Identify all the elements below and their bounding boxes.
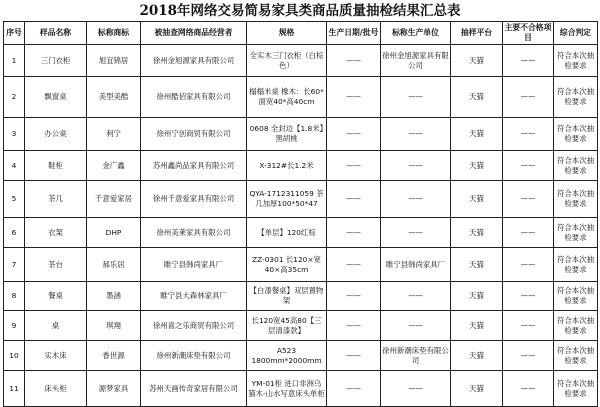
table-row bbox=[4, 371, 598, 407]
cell-platform: 天猫 bbox=[451, 77, 503, 118]
cell-batch: —— bbox=[327, 181, 381, 218]
cell-maker: —— bbox=[381, 118, 451, 151]
cell-spec: 长120宽45高80【三层清漆款】 bbox=[247, 311, 327, 341]
cell-conclusion: 符合本次抽检要求 bbox=[554, 311, 598, 341]
cell-seller: 徐州宁创商贸有限公司 bbox=[141, 118, 247, 151]
cell-no: 6 bbox=[4, 218, 25, 248]
cell-batch: —— bbox=[327, 218, 381, 248]
cell-seller: 苏州鑫尚品家具有限公司 bbox=[141, 151, 247, 181]
cell-spec: X-312#长1.2米 bbox=[247, 151, 327, 181]
cell-spec: 榻榻米桌 橡木：长60*面宽40*高40cm bbox=[247, 77, 327, 118]
header-conclusion: 综合判定 bbox=[554, 22, 598, 45]
cell-product: 三门衣柜 bbox=[25, 45, 87, 77]
cell-defect: —— bbox=[503, 218, 554, 248]
cell-seller: 徐州新潮床垫有限公司 bbox=[141, 341, 247, 371]
table-row bbox=[4, 248, 598, 282]
cell-seller: 徐州美莱家具有限公司 bbox=[141, 218, 247, 248]
cell-platform: 天猫 bbox=[451, 181, 503, 218]
cell-defect: —— bbox=[503, 371, 554, 407]
header-brand: 标称商标 bbox=[87, 22, 141, 45]
cell-maker: 睢宁县韩尚家具厂 bbox=[381, 248, 451, 282]
table-row bbox=[4, 77, 598, 118]
cell-brand: DHP bbox=[87, 218, 141, 248]
page-title: 2018年网络交易简易家具类商品质量抽检结果汇总表 bbox=[139, 3, 461, 19]
cell-seller: 苏州天画传奇家居有限公司 bbox=[141, 371, 247, 407]
cell-defect: —— bbox=[503, 45, 554, 77]
cell-defect: —— bbox=[503, 77, 554, 118]
cell-spec: QYA-1712311059 茶几加厚100*50*47 bbox=[247, 181, 327, 218]
cell-brand: 金广鑫 bbox=[87, 151, 141, 181]
cell-product: 鞋柜 bbox=[25, 151, 87, 181]
cell-brand: 源梦家具 bbox=[87, 371, 141, 407]
cell-platform: 天猫 bbox=[451, 248, 503, 282]
cell-conclusion: 符合本次抽检要求 bbox=[554, 371, 598, 407]
cell-seller: 睢宁县韩尚家具厂 bbox=[141, 248, 247, 282]
cell-platform: 天猫 bbox=[451, 118, 503, 151]
cell-product: 桌 bbox=[25, 311, 87, 341]
cell-seller: 徐州千意爱家具有限公司 bbox=[141, 181, 247, 218]
cell-batch: —— bbox=[327, 151, 381, 181]
cell-batch: —— bbox=[327, 248, 381, 282]
cell-product: 实木床 bbox=[25, 341, 87, 371]
cell-product: 餐桌 bbox=[25, 282, 87, 311]
cell-maker: —— bbox=[381, 218, 451, 248]
results-table bbox=[3, 21, 598, 407]
table-row bbox=[4, 181, 598, 218]
cell-platform: 天猫 bbox=[451, 311, 503, 341]
cell-no: 2 bbox=[4, 77, 25, 118]
cell-defect: —— bbox=[503, 181, 554, 218]
cell-product: 飘窗桌 bbox=[25, 77, 87, 118]
cell-maker: 徐州金旭源家具有限公司 bbox=[381, 45, 451, 77]
cell-product: 衣架 bbox=[25, 218, 87, 248]
header-seller: 被抽查网络商品经营者 bbox=[141, 22, 247, 45]
cell-conclusion: 符合本次抽检要求 bbox=[554, 341, 598, 371]
cell-conclusion: 符合本次抽检要求 bbox=[554, 151, 598, 181]
cell-maker: —— bbox=[381, 371, 451, 407]
cell-seller: 徐州酷佰家具有限公司 bbox=[141, 77, 247, 118]
cell-brand: 千意爱家居 bbox=[87, 181, 141, 218]
cell-product: 床头柜 bbox=[25, 371, 87, 407]
cell-batch: —— bbox=[327, 371, 381, 407]
cell-maker: —— bbox=[381, 181, 451, 218]
cell-conclusion: 符合本次抽检要求 bbox=[554, 181, 598, 218]
cell-platform: 天猫 bbox=[451, 218, 503, 248]
cell-batch: —— bbox=[327, 282, 381, 311]
cell-maker: —— bbox=[381, 151, 451, 181]
cell-no: 4 bbox=[4, 151, 25, 181]
header-spec: 规格 bbox=[247, 22, 327, 45]
header-no: 序号 bbox=[4, 22, 25, 45]
cell-no: 11 bbox=[4, 371, 25, 407]
cell-conclusion: 符合本次抽检要求 bbox=[554, 118, 598, 151]
cell-platform: 天猫 bbox=[451, 371, 503, 407]
cell-seller: 睢宁县大森林家具厂 bbox=[141, 282, 247, 311]
cell-no: 3 bbox=[4, 118, 25, 151]
cell-brand: 香世源 bbox=[87, 341, 141, 371]
table-row bbox=[4, 341, 598, 371]
table-row bbox=[4, 118, 598, 151]
header-maker: 标称生产单位 bbox=[381, 22, 451, 45]
cell-spec: 【单层】120红棕 bbox=[247, 218, 327, 248]
cell-platform: 天猫 bbox=[451, 45, 503, 77]
cell-defect: —— bbox=[503, 282, 554, 311]
cell-brand: 琪翔 bbox=[87, 311, 141, 341]
cell-maker: —— bbox=[381, 282, 451, 311]
cell-no: 5 bbox=[4, 181, 25, 218]
cell-maker: —— bbox=[381, 311, 451, 341]
cell-product: 茶台 bbox=[25, 248, 87, 282]
header-product: 样品名称 bbox=[25, 22, 87, 45]
cell-brand: 利宁 bbox=[87, 118, 141, 151]
cell-brand: 美型美酷 bbox=[87, 77, 141, 118]
cell-spec: YM-01柜 进口非洲乌猫木-山水写意床头单柜 bbox=[247, 371, 327, 407]
table-row bbox=[4, 151, 598, 181]
cell-platform: 天猫 bbox=[451, 282, 503, 311]
table-row bbox=[4, 218, 598, 248]
cell-defect: —— bbox=[503, 151, 554, 181]
cell-spec: 全实木三门衣柜（白棕色） bbox=[247, 45, 327, 77]
cell-platform: 天猫 bbox=[451, 341, 503, 371]
cell-brand: 墨涵 bbox=[87, 282, 141, 311]
cell-batch: —— bbox=[327, 341, 381, 371]
cell-conclusion: 符合本次抽检要求 bbox=[554, 45, 598, 77]
cell-batch: —— bbox=[327, 118, 381, 151]
header-defect: 主要不合格项目 bbox=[503, 22, 554, 45]
cell-batch: —— bbox=[327, 77, 381, 118]
cell-no: 7 bbox=[4, 248, 25, 282]
cell-seller: 徐州喜之乐商贸有限公司 bbox=[141, 311, 247, 341]
cell-batch: —— bbox=[327, 45, 381, 77]
header-batch: 生产日期/批号 bbox=[327, 22, 381, 45]
cell-no: 8 bbox=[4, 282, 25, 311]
cell-maker: —— bbox=[381, 77, 451, 118]
cell-no: 1 bbox=[4, 45, 25, 77]
cell-defect: —— bbox=[503, 311, 554, 341]
cell-spec: 【白漆餐桌】双层置物架 bbox=[247, 282, 327, 311]
cell-no: 10 bbox=[4, 341, 25, 371]
table-header-row bbox=[4, 22, 598, 45]
cell-brand: 旭宜锦居 bbox=[87, 45, 141, 77]
table-row bbox=[4, 311, 598, 341]
cell-product: 办公桌 bbox=[25, 118, 87, 151]
cell-brand: 郝乐居 bbox=[87, 248, 141, 282]
header-platform: 抽样平台 bbox=[451, 22, 503, 45]
cell-conclusion: 符合本次抽检要求 bbox=[554, 282, 598, 311]
cell-spec: 0608 全封边【1.8米】黑胡桃 bbox=[247, 118, 327, 151]
cell-defect: —— bbox=[503, 341, 554, 371]
cell-defect: —— bbox=[503, 248, 554, 282]
cell-conclusion: 符合本次抽检要求 bbox=[554, 218, 598, 248]
cell-product: 茶几 bbox=[25, 181, 87, 218]
cell-maker: 徐州新潮床垫有限公司 bbox=[381, 341, 451, 371]
cell-seller: 徐州金旭源家具有限公司 bbox=[141, 45, 247, 77]
cell-spec: ZZ-0301 长120×宽40×高35cm bbox=[247, 248, 327, 282]
cell-spec: A523 1800mm*2000mm bbox=[247, 341, 327, 371]
cell-conclusion: 符合本次抽检要求 bbox=[554, 248, 598, 282]
cell-defect: —— bbox=[503, 118, 554, 151]
cell-batch: —— bbox=[327, 311, 381, 341]
table-row bbox=[4, 45, 598, 77]
cell-conclusion: 符合本次抽检要求 bbox=[554, 77, 598, 118]
cell-platform: 天猫 bbox=[451, 151, 503, 181]
table-row bbox=[4, 282, 598, 311]
cell-no: 9 bbox=[4, 311, 25, 341]
